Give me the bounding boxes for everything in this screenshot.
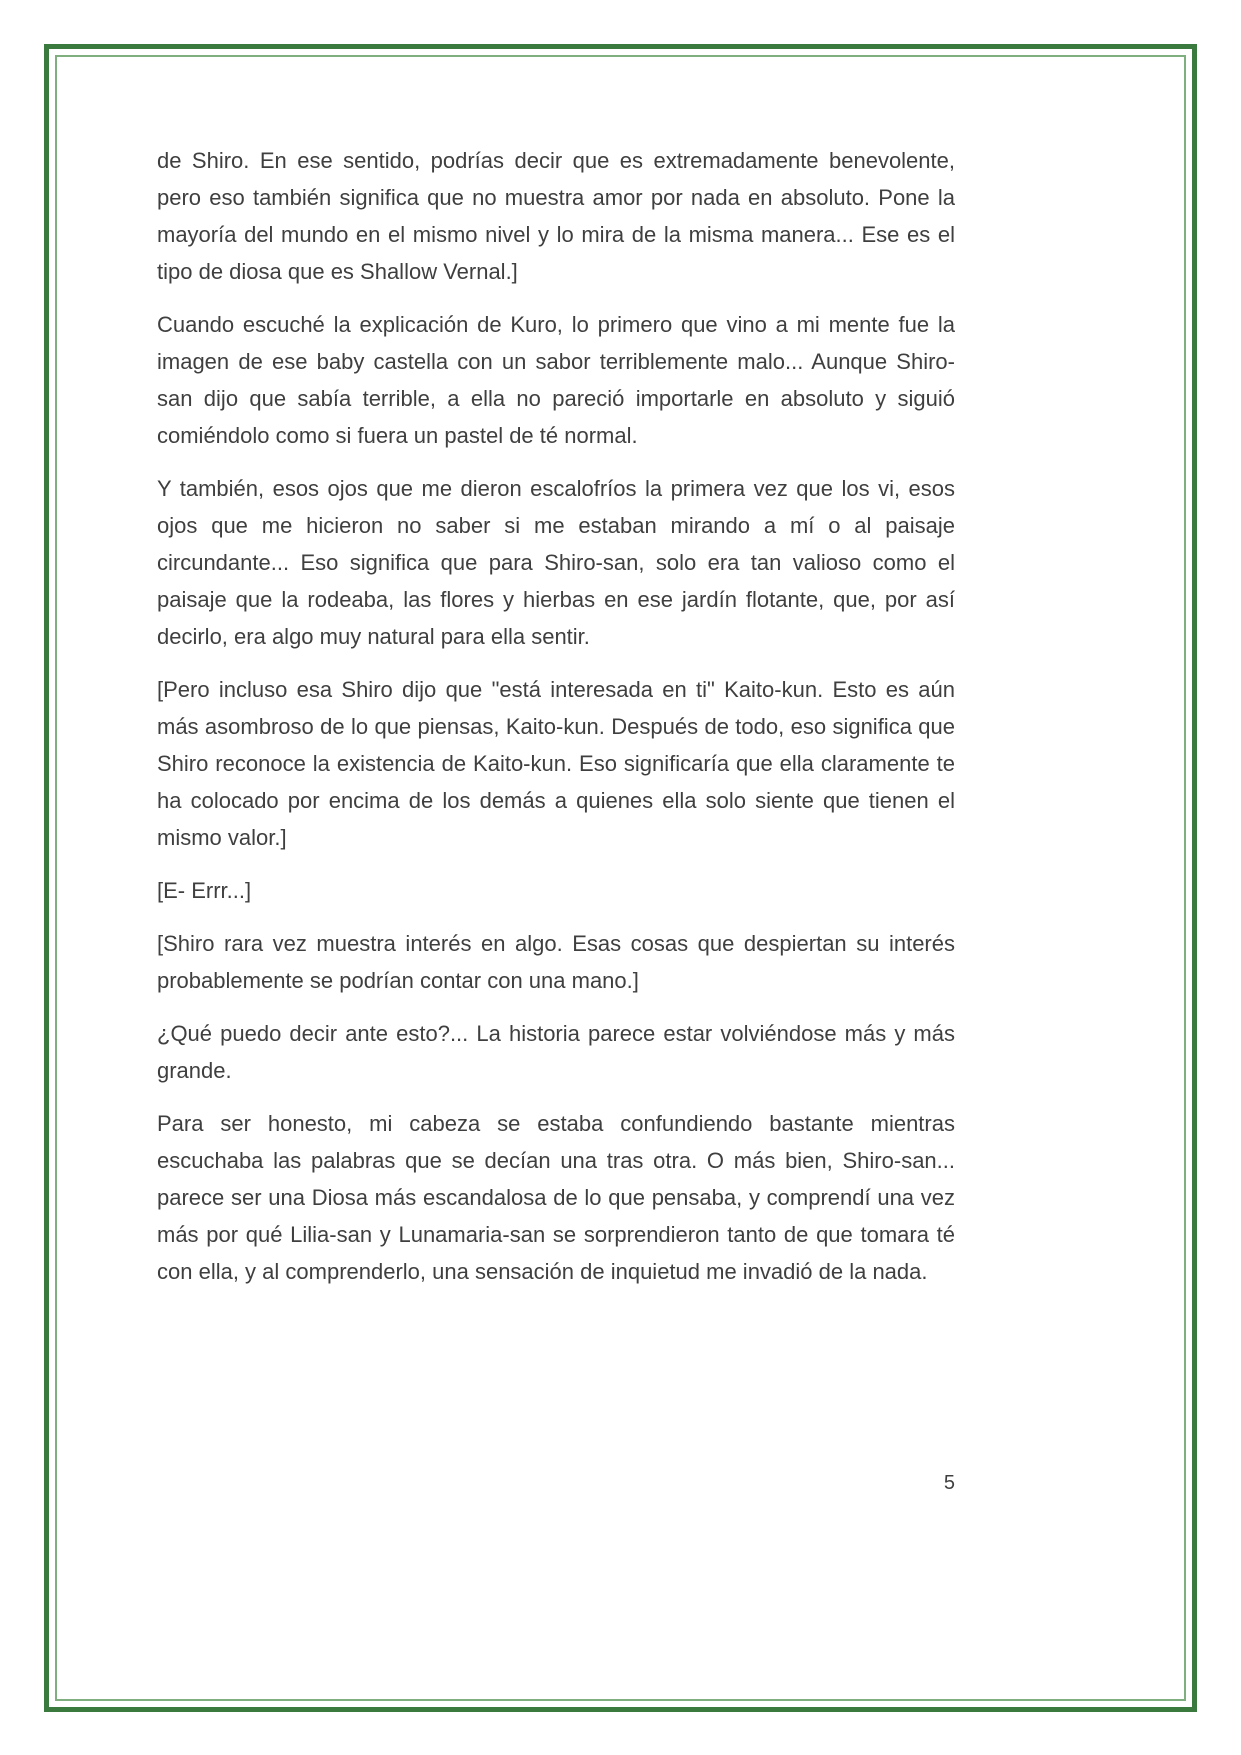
paragraph: [Pero incluso esa Shiro dijo que "está interesada en ti" Kaito-kun. Esto es aún más asombroso de lo que piensas, Kaito-kun. Después de todo, eso significa que Shiro reconoce la existencia de Kaito-kun. Eso significaría que ella claramente te ha colocado por encima de los demás a quienes ella solo siente que tienen el mismo valor.] <box>157 677 955 850</box>
paragraph: ¿Qué puedo decir ante esto?... La historia parece estar volviéndose más y más grande. <box>157 1021 955 1083</box>
paragraph: Para ser honesto, mi cabeza se estaba confundiendo bastante mientras escuchaba las palabras que se decían una tras otra. O más bien, Shiro-san... parece ser una Diosa más escandalosa de lo que pensaba, y comprendí una vez más por qué Lilia-san y Lunamaria-san se sorprendieron tanto de que tomara té con ella, y al comprenderlo, una sensación de inquietud me invadió de la nada. <box>157 1111 955 1284</box>
page-content <box>157 142 955 1306</box>
page-number: 5 <box>943 1472 955 1494</box>
paragraph: [Shiro rara vez muestra interés en algo. Esas cosas que despiertan su interés probablemente se podrían contar con una mano.] <box>157 931 955 993</box>
paragraph: Y también, esos ojos que me dieron escalofríos la primera vez que los vi, esos ojos que me hicieron no saber si me estaban mirando a mí o al paisaje circundante... Eso significa que para Shiro-san, solo era tan valioso como el paisaje que la rodeaba, las flores y hierbas en ese jardín flotante, que, por así decirlo, era algo muy natural para ella sentir. <box>157 476 955 649</box>
paragraph: [E- Errr...] <box>157 878 252 903</box>
paragraph: de Shiro. En ese sentido, podrías decir que es extremadamente benevolente, pero eso también significa que no muestra amor por nada en absoluto. Pone la mayoría del mundo en el mismo nivel y lo mira de la misma manera... Ese es el tipo de diosa que es Shallow Vernal.] <box>157 148 955 284</box>
paragraph: Cuando escuché la explicación de Kuro, lo primero que vino a mi mente fue la imagen de ese baby castella con un sabor terriblemente malo... Aunque Shiro-san dijo que sabía terrible, a ella no pareció importarle en absoluto y siguió comiéndolo como si fuera un pastel de té normal. <box>157 312 955 448</box>
